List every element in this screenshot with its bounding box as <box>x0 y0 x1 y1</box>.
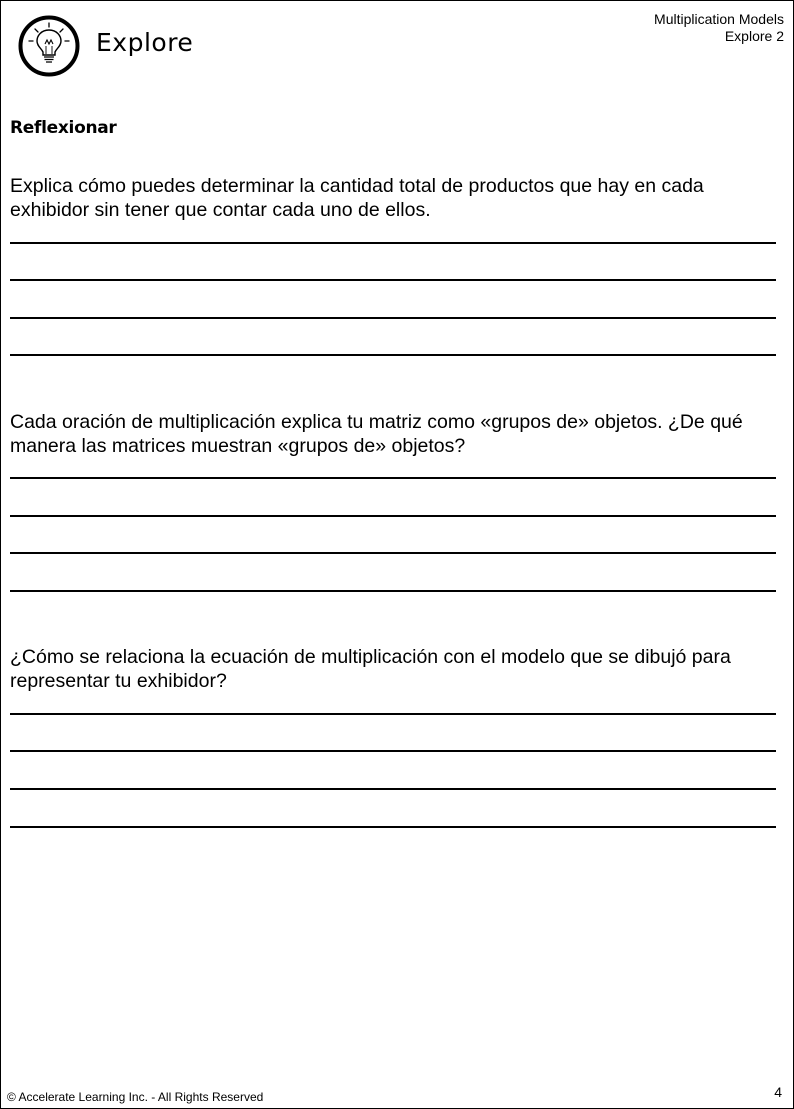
question-1: Explica cómo puedes determinar la cantidad total de productos que hay en cada exhibidor sin tener que contar cada uno de ellos. <box>10 175 704 221</box>
answer-line[interactable] <box>10 713 776 715</box>
answer-line[interactable] <box>10 515 776 517</box>
question-3: ¿Cómo se relaciona la ecuación de multiplicación con el modelo que se dibujó para representar tu exhibidor? <box>10 646 731 692</box>
lesson-title: Explore 2 <box>724 28 784 44</box>
answer-line[interactable] <box>10 317 776 319</box>
answer-line[interactable] <box>10 477 776 479</box>
page-number: 4 <box>774 1084 782 1100</box>
answer-line[interactable] <box>10 354 776 356</box>
logo-title: Explore <box>96 28 194 57</box>
section-heading: Reflexionar <box>10 118 117 138</box>
answer-line[interactable] <box>10 242 776 244</box>
answer-line[interactable] <box>10 826 776 828</box>
answer-line[interactable] <box>10 552 776 554</box>
question-2: Cada oración de multiplicación explica tu matriz como «grupos de» objetos. ¿De qué manera las matrices muestran «grupos de» objetos? <box>10 411 743 457</box>
lightbulb-icon <box>18 15 80 77</box>
answer-line[interactable] <box>10 590 776 592</box>
answer-line[interactable] <box>10 788 776 790</box>
copyright-notice: © Accelerate Learning Inc. - All Rights Reserved <box>7 1090 264 1104</box>
header-info <box>654 11 784 45</box>
answer-line[interactable] <box>10 279 776 281</box>
unit-title: Multiplication Models <box>654 11 784 27</box>
answer-line[interactable] <box>10 750 776 752</box>
